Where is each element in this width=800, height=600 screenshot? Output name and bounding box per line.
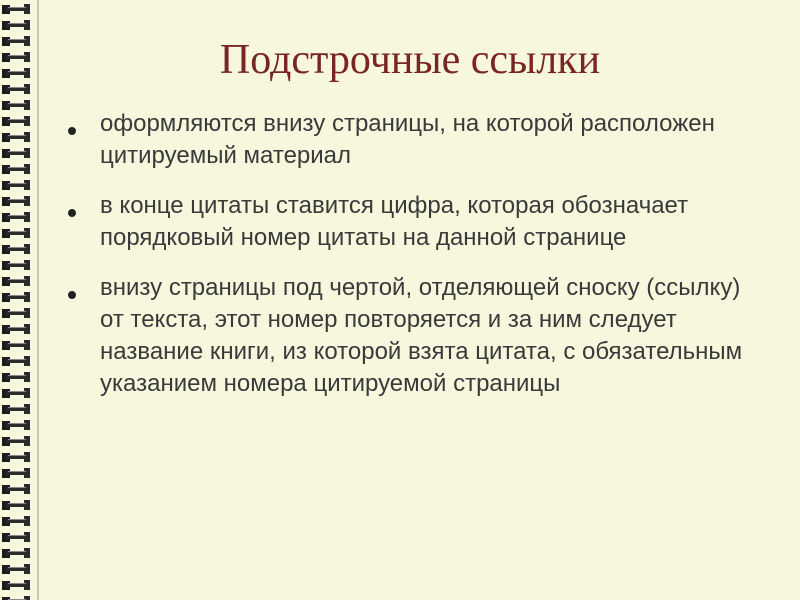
list-item	[68, 108, 758, 172]
slide-title: Подстрочные ссылки	[219, 37, 601, 83]
bullet-list	[68, 108, 758, 418]
bullet-dot-icon	[68, 291, 76, 299]
list-item	[68, 272, 758, 400]
list-item	[68, 190, 758, 254]
bullet-dot-icon	[68, 127, 76, 135]
bullet-text: оформляются внизу страницы, на которой расположен цитируемый материал	[100, 110, 715, 169]
bullet-text: в конце цитаты ставится цифра, которая обозначает порядковый номер цитаты на данной странице	[100, 192, 689, 251]
bullet-text: внизу страницы под чертой, отделяющей сноску (ссылку) от текста, этот номер повторяется и за ним следует название книги, из которой взята цитата, с обязательным указанием номера цитируемой страницы	[100, 274, 743, 397]
spiral-binding-icon	[0, 0, 40, 600]
page-edge	[37, 0, 39, 600]
bullet-dot-icon	[68, 209, 76, 217]
